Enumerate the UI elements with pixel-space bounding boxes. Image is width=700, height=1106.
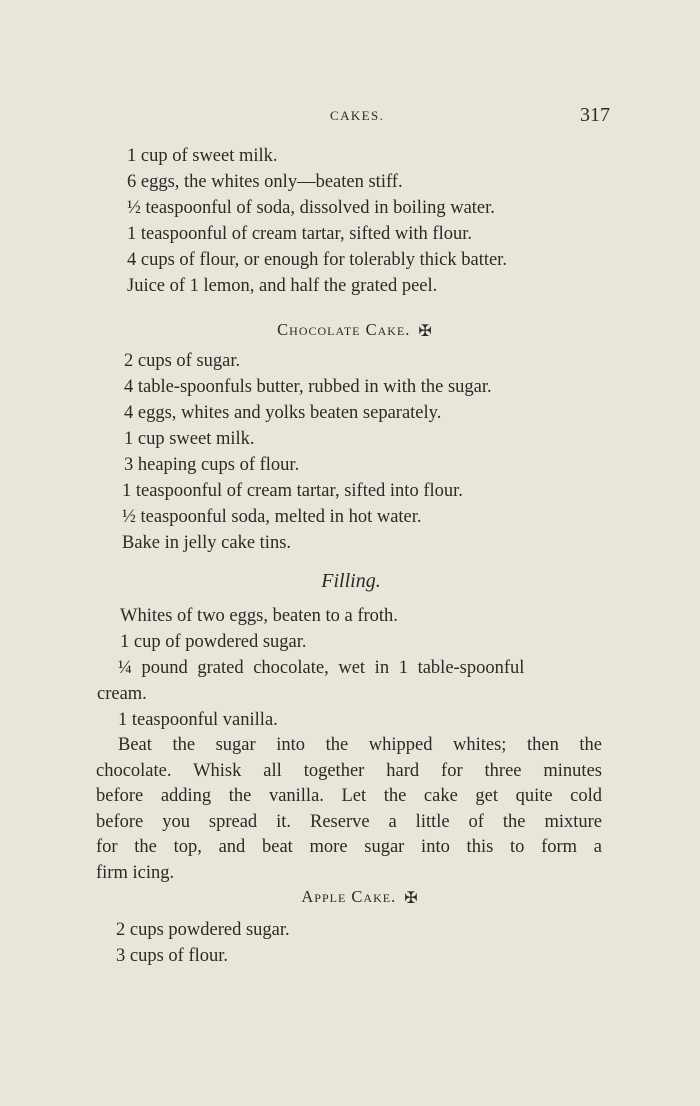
filling-ingredients: [0, 603, 700, 733]
running-head: CAKES.: [330, 108, 385, 123]
list-item: 1 teaspoonful of cream tartar, sifted with flour.: [127, 224, 472, 244]
paragraph-line: before adding the vanilla. Let the cake get quite cold: [96, 786, 602, 806]
list-item: 3 cups of flour.: [116, 946, 229, 966]
list-item: 6 eggs, the whites only—beaten stiff.: [127, 172, 403, 192]
list-item: cream.: [97, 684, 147, 704]
apple-cake-ingredients: [0, 917, 700, 969]
page-number: 317: [580, 104, 610, 126]
list-item: ½ teaspoonful soda, melted in hot water.: [122, 507, 422, 527]
paragraph-line: for the top, and beat more sugar into this to form a: [96, 837, 602, 857]
apple-cake-heading: [0, 882, 700, 914]
filling-heading: [0, 566, 700, 596]
chocolate-cake-ingredients: [0, 348, 700, 556]
maltese-cross-icon: ✠: [418, 323, 433, 340]
list-item: 1 cup of powdered sugar.: [120, 632, 307, 652]
list-item: 2 cups of sugar.: [124, 351, 241, 371]
list-item: 1 cup sweet milk.: [124, 429, 255, 449]
list-item: 4 table-spoonfuls butter, rubbed in with the sugar.: [124, 377, 492, 397]
list-item: 1 cup of sweet milk.: [127, 146, 278, 166]
list-item: ¼ pound grated chocolate, wet in 1 table-spoonful: [118, 658, 525, 678]
list-item: 1 teaspoonful vanilla.: [118, 710, 278, 730]
list-item: ½ teaspoonful of soda, dissolved in boiling water.: [127, 198, 495, 218]
list-item: Bake in jelly cake tins.: [122, 533, 292, 553]
paragraph-line: before you spread it. Reserve a little of the mixture: [96, 811, 602, 832]
list-item: 4 cups of flour, or enough for tolerably thick batter.: [127, 250, 507, 270]
paragraph-line: Beat the sugar into the whipped whites; then the: [118, 735, 602, 755]
section-title: Chocolate Cake.: [277, 320, 411, 339]
list-item: Whites of two eggs, beaten to a froth.: [120, 606, 398, 626]
list-item: 2 cups powdered sugar.: [116, 920, 290, 940]
filling-instructions: [96, 733, 602, 886]
list-item: 4 eggs, whites and yolks beaten separately.: [124, 403, 442, 423]
paragraph-line: firm icing.: [96, 862, 175, 883]
section-title: Filling.: [321, 570, 381, 592]
paragraph-line: chocolate. Whisk all together hard for three minutes: [96, 760, 602, 781]
section-title: Apple Cake.: [301, 887, 397, 906]
chocolate-cake-heading: [0, 315, 700, 347]
top-ingredient-list: [0, 143, 700, 299]
list-item: 1 teaspoonful of cream tartar, sifted into flour.: [122, 481, 463, 501]
list-item: Juice of 1 lemon, and half the grated peel.: [127, 276, 438, 296]
maltese-cross-icon: ✠: [404, 890, 419, 907]
page-header: [0, 104, 700, 134]
list-item: 3 heaping cups of flour.: [124, 455, 300, 475]
